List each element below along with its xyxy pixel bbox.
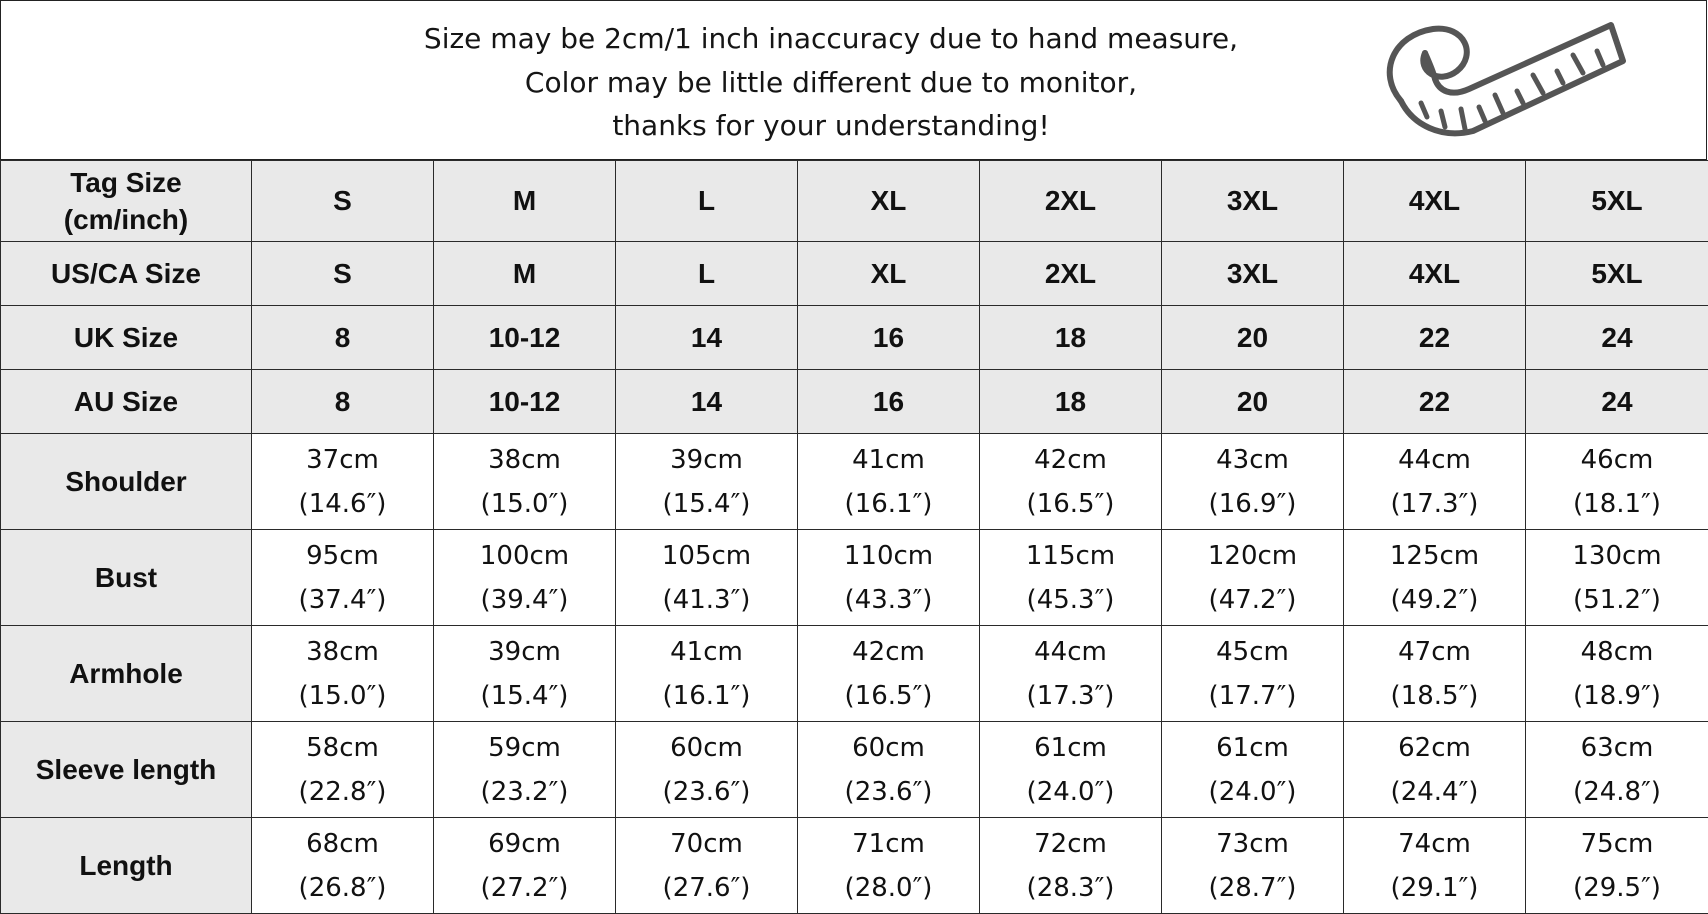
measure-cell [252,722,434,818]
measure-cell [1526,626,1708,722]
us-ca-size-row [1,242,1708,306]
measure-cell [980,818,1162,914]
inch-value: (17.7″) [1208,680,1297,711]
inch-value: (37.4″) [298,584,387,615]
row-label: Armhole [1,626,252,722]
inch-value: (15.4″) [480,680,569,711]
size-cell: 18 [980,370,1162,434]
cm-value: 48cm [1580,636,1654,667]
cm-value: 71cm [852,828,925,859]
cm-value: 75cm [1580,828,1654,859]
measure-cell [1162,626,1344,722]
inch-value: (41.3″) [662,584,751,615]
row-label: Bust [1,530,252,626]
measure-cell [1344,818,1526,914]
measure-cell [1344,722,1526,818]
inch-value: (51.2″) [1573,584,1661,615]
size-cell: M [434,242,616,306]
measure-cell [798,722,980,818]
measure-cell [1162,530,1344,626]
cm-value: 61cm [1216,732,1289,763]
cm-value: 46cm [1580,444,1654,475]
size-cell: 4XL [1344,242,1526,306]
cm-value: 42cm [1034,444,1107,475]
measure-cell [798,818,980,914]
size-cell: 16 [798,306,980,370]
measure-cell [616,722,798,818]
cm-value: 68cm [306,828,379,859]
measure-cell [798,626,980,722]
cm-value: 105cm [661,540,752,571]
disclaimer-line-2: Color may be little different due to monitor, [524,65,1138,99]
cm-value: 100cm [479,540,570,571]
size-cell: 14 [616,370,798,434]
size-cell: 22 [1344,370,1526,434]
inch-value: (17.3″) [1026,680,1115,711]
measure-cell [252,818,434,914]
measure-cell [616,626,798,722]
inch-value: (28.7″) [1208,872,1297,903]
tag-size-header [1,161,252,242]
row-label: Shoulder [1,434,252,530]
size-cell: 14 [616,306,798,370]
inch-value: (45.3″) [1026,584,1115,615]
size-cell: 2XL [980,242,1162,306]
cm-value: 72cm [1034,828,1107,859]
tag-size-cell: S [252,161,434,242]
inch-value: (24.4″) [1390,776,1479,807]
inch-value: (16.1″) [844,488,933,519]
row-label: AU Size [1,370,252,434]
inch-value: (49.2″) [1390,584,1479,615]
inch-value: (26.8″) [298,872,387,903]
inch-value: (23.6″) [662,776,751,807]
inch-value: (15.0″) [298,680,387,711]
row-label: Sleeve length [1,722,252,818]
cm-value: 41cm [670,636,743,667]
inch-value: (29.5″) [1573,872,1661,903]
measure-cell [434,818,616,914]
tag-size-cell: M [434,161,616,242]
shoulder-row [1,434,1708,530]
measure-cell [252,434,434,530]
size-cell: L [616,242,798,306]
inch-value: (18.5″) [1390,680,1479,711]
cm-value: 47cm [1398,636,1471,667]
measure-cell [1526,818,1708,914]
cm-value: 39cm [670,444,743,475]
measuring-tape-icon [1373,13,1643,149]
measure-cell [980,722,1162,818]
tag-size-unit-label: (cm/inch) [63,204,189,235]
inch-value: (29.1″) [1390,872,1479,903]
inch-value: (27.6″) [662,872,751,903]
measure-cell [980,434,1162,530]
inch-value: (15.4″) [662,488,751,519]
inch-value: (39.4″) [480,584,569,615]
cm-value: 61cm [1034,732,1107,763]
measure-cell [798,530,980,626]
cm-value: 60cm [852,732,925,763]
measure-cell [616,530,798,626]
measure-cell [434,722,616,818]
size-cell: 16 [798,370,980,434]
length-row [1,818,1708,914]
measure-cell [1344,434,1526,530]
size-cell: 8 [252,370,434,434]
measure-cell [1162,722,1344,818]
measure-cell [252,626,434,722]
cm-value: 58cm [306,732,379,763]
size-cell: 24 [1526,306,1708,370]
cm-value: 110cm [843,540,934,571]
inch-value: (24.0″) [1208,776,1297,807]
size-table [0,160,1708,914]
cm-value: 74cm [1398,828,1471,859]
measure-cell [1526,434,1708,530]
size-cell: 22 [1344,306,1526,370]
disclaimer-line-3: thanks for your understanding! [612,109,1050,142]
size-cell: 18 [980,306,1162,370]
tag-size-label: Tag Size [70,167,182,198]
row-label: UK Size [1,306,252,370]
uk-size-row [1,306,1708,370]
cm-value: 73cm [1216,828,1289,859]
measure-cell [980,530,1162,626]
cm-value: 115cm [1025,540,1116,571]
tag-size-cell: XL [798,161,980,242]
measure-cell [1162,818,1344,914]
size-cell: 20 [1162,370,1344,434]
cm-value: 39cm [488,636,561,667]
inch-value: (15.0″) [480,488,569,519]
size-cell: 24 [1526,370,1708,434]
measure-cell [980,626,1162,722]
au-size-row [1,370,1708,434]
measure-cell [1162,434,1344,530]
cm-value: 43cm [1216,444,1289,475]
cm-value: 41cm [852,444,925,475]
cm-value: 44cm [1034,636,1107,667]
inch-value: (18.1″) [1573,488,1661,519]
size-cell: 5XL [1526,242,1708,306]
measure-cell [616,434,798,530]
cm-value: 59cm [488,732,561,763]
inch-value: (16.5″) [844,680,933,711]
inch-value: (24.0″) [1026,776,1115,807]
inch-value: (17.3″) [1390,488,1479,519]
inch-value: (16.9″) [1208,488,1297,519]
size-cell: S [252,242,434,306]
inch-value: (24.8″) [1573,776,1661,807]
inch-value: (23.6″) [844,776,933,807]
measure-cell [616,818,798,914]
size-cell: 20 [1162,306,1344,370]
tag-size-cell: 4XL [1344,161,1526,242]
row-label: Length [1,818,252,914]
cm-value: 60cm [670,732,743,763]
size-cell: 8 [252,306,434,370]
cm-value: 130cm [1572,540,1662,571]
disclaimer-line-1: Size may be 2cm/1 inch inaccuracy due to hand measure, [423,22,1239,55]
tag-size-cell: 3XL [1162,161,1344,242]
tag-size-cell: 5XL [1526,161,1708,242]
inch-value: (27.2″) [480,872,569,903]
cm-value: 37cm [306,444,379,475]
cm-value: 125cm [1389,540,1480,571]
disclaimer-text [301,17,1361,148]
measure-cell [434,434,616,530]
measure-cell [434,626,616,722]
inch-value: (16.1″) [662,680,751,711]
cm-value: 38cm [488,444,561,475]
cm-value: 44cm [1398,444,1471,475]
measure-cell [1344,626,1526,722]
sleeve-length-row [1,722,1708,818]
inch-value: (18.9″) [1573,680,1661,711]
cm-value: 63cm [1580,732,1654,763]
inch-value: (14.6″) [298,488,387,519]
inch-value: (47.2″) [1208,584,1297,615]
tag-size-row [1,161,1708,242]
size-cell: 10-12 [434,306,616,370]
cm-value: 42cm [852,636,925,667]
measure-cell [1344,530,1526,626]
measure-cell [798,434,980,530]
inch-value: (23.2″) [480,776,569,807]
cm-value: 70cm [670,828,743,859]
measure-cell [252,530,434,626]
cm-value: 69cm [488,828,561,859]
size-cell: 3XL [1162,242,1344,306]
measure-cell [1526,722,1708,818]
cm-value: 38cm [306,636,379,667]
row-label: US/CA Size [1,242,252,306]
size-cell: XL [798,242,980,306]
cm-value: 95cm [306,540,379,571]
inch-value: (28.0″) [844,872,933,903]
tag-size-cell: L [616,161,798,242]
tag-size-cell: 2XL [980,161,1162,242]
inch-value: (22.8″) [298,776,387,807]
bust-row [1,530,1708,626]
measure-cell [434,530,616,626]
armhole-row [1,626,1708,722]
cm-value: 62cm [1398,732,1471,763]
inch-value: (28.3″) [1026,872,1115,903]
cm-value: 120cm [1207,540,1298,571]
disclaimer-panel [0,0,1707,160]
inch-value: (16.5″) [1026,488,1115,519]
cm-value: 45cm [1216,636,1289,667]
inch-value: (43.3″) [844,584,933,615]
measure-cell [1526,530,1708,626]
size-cell: 10-12 [434,370,616,434]
